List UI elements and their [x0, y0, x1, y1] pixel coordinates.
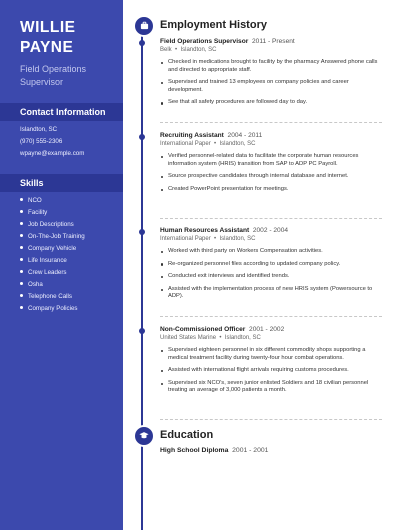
skill-item: Company Vehicle [20, 245, 76, 253]
job-entry [160, 226, 382, 306]
divider [160, 419, 382, 420]
job-entry [160, 131, 382, 198]
candidate-name: WILLIE PAYNE [20, 19, 76, 56]
job-role: Field Operations Supervisor 2011 - Present [160, 38, 295, 45]
graduation-cap-icon [133, 425, 155, 447]
job-role: Human Resources Assistant 2002 - 2004 [160, 227, 289, 234]
education-heading: Education [160, 429, 214, 441]
job-role: Recruiting Assistant 2004 - 2011 [160, 132, 263, 139]
education-entry: High School Diploma 2001 - 2001 [160, 447, 269, 454]
candidate-title: Field Operations Supervisor [20, 64, 87, 87]
list-item: Supervised eighteen personnel in six different commodity shops supporting a medical treatment facility during twenty-four hour combat operations. [160, 347, 382, 362]
list-item: Conducted exit interviews and identified trends. [160, 273, 382, 281]
job-org: International Paper • Islandton, SC [160, 236, 256, 242]
contact-email: wpayne@example.com [20, 150, 85, 157]
contact-location: Islandton, SC [20, 126, 58, 133]
skill-item: Facility [20, 209, 47, 217]
timeline-line [141, 25, 143, 530]
job-org: International Paper • Islandton, SC [160, 141, 256, 147]
timeline-dot [139, 134, 145, 140]
skills-heading: Skills [0, 174, 123, 192]
contact-phone: (970) 555-2306 [20, 138, 63, 145]
list-item: Checked in medications brought to facility by the pharmacy Answered phone calls and directed to appropriate staff. [160, 59, 382, 74]
job-bullets [160, 153, 382, 193]
job-org: United States Marine • Islandton, SC [160, 335, 261, 341]
skill-item: Crew Leaders [20, 269, 67, 277]
briefcase-icon [133, 15, 155, 37]
list-item: Assisted with international flight arrivals requiring customs procedures. [160, 367, 382, 375]
divider [160, 218, 382, 219]
list-item: Worked with third party on Workers Compensation activities. [160, 248, 382, 256]
list-item: Supervised and trained 13 employees on company policies and career development. [160, 79, 382, 94]
list-item: Assisted with the implementation process of new HRIS system (Powersource to ADP). [160, 286, 382, 301]
contact-heading: Contact Information [0, 103, 123, 121]
list-item: Verified personnel-related data to facilitate the corporate human resources information system (HRIS) transition from SAP to ADP PC Payroll. [160, 153, 382, 168]
sidebar [0, 0, 123, 530]
skill-item: Life Insurance [20, 257, 67, 265]
list-item: Source prospective candidates through internal database and internet. [160, 173, 382, 181]
skill-item: Telephone Calls [20, 293, 72, 301]
skill-item: Company Policies [20, 305, 78, 313]
job-role: Non-Commissioned Officer 2001 - 2002 [160, 326, 285, 333]
job-entry [160, 325, 382, 400]
job-bullets [160, 347, 382, 395]
skill-item: Osha [20, 281, 43, 289]
divider [160, 122, 382, 123]
list-item: Created PowerPoint presentation for meetings. [160, 186, 382, 194]
job-bullets [160, 59, 382, 107]
divider [160, 316, 382, 317]
skill-item: On-The-Job Training [20, 233, 85, 241]
timeline-dot [139, 328, 145, 334]
job-org: Belk • Islandton, SC [160, 47, 217, 53]
list-item: See that all safety procedures are followed day to day. [160, 99, 382, 107]
employment-heading: Employment History [160, 19, 267, 31]
skill-item: NCO [20, 197, 42, 205]
job-bullets [160, 248, 382, 301]
timeline-dot [139, 40, 145, 46]
skill-item: Job Descriptions [20, 221, 74, 229]
list-item: Re-organized personnel files according to updated company policy. [160, 261, 382, 269]
job-entry [160, 37, 382, 112]
timeline-dot [139, 229, 145, 235]
list-item: Supervised six NCO's, seven junior enlisted Soldiers and 18 civilian personnel treating an average of 3,000 patients a month. [160, 380, 382, 395]
